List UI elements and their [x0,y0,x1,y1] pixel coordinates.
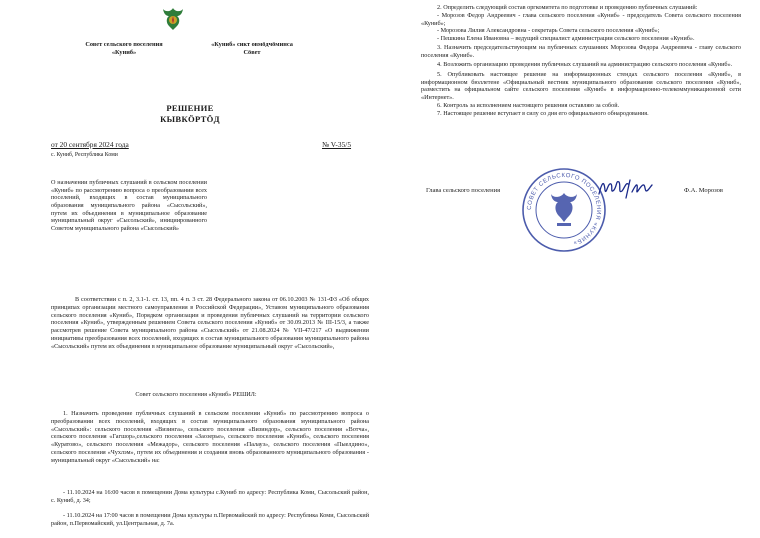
handwritten-signature-icon [596,176,654,200]
document-title-komi: КЫВКÖРТÖД [160,114,220,124]
committee-member: - Морозова Лилия Александровна - секретарь Совета сельского поселения «Куниб»; [437,27,660,35]
decision-place: с. Куниб, Республика Коми [51,152,118,158]
signatory-name: Ф.А. Морозов [684,187,723,194]
item-6-paragraph: 6. Контроль за исполнением настоящего решения оставляю за собой. [437,101,620,109]
komi-emblem-icon [161,6,185,32]
decision-subject: О назначении публичных слушаний в сельском поселении «Куниб» по рассмотрению вопроса о преобразовании всех поселений, входящих в состав муниципального образования муниципального района «Сысольский», путем их объединения в муниципальное образование муниципальный округ «Сысольский», инициированного Советом муниципального района «Сысольский» [51,179,207,232]
item-3-paragraph: 3. Назначить председательствующим на публичных слушаниях Морозова Федора Андреевича - главу сельского поселения «Куниб». [421,44,741,60]
resolved-heading: Совет сельского поселения «Куниб» РЕШИЛ: [135,391,257,398]
item-1-paragraph: 1. Назначить проведение публичных слушаний в сельском поселении «Куниб» по рассмотрению вопроса о преобразовании всех поселений, входящих в состав муниципального образования муниципального района «Сысольский»: сельского поселения «Визинга», сельского поселения «Визиндор», сельского поселения «Вотча», сельского поселения «Гагшор»,сельского поселения «Заозерье», сельского поселения «Куниб», сельского поселения «Куратово», сельского поселения «Межадор», сельского поселения «Палауз», сельского поселения «Пыелдино», сельского поселения «Чухлэм», путем их объединения и создания вновь образованного муниципального образования - муниципальный округ «Сысольский» на: [51,410,369,464]
signature-label: Глава сельского поселения [426,187,501,194]
document-title: РЕШЕНИЕ [166,103,214,113]
item-7-paragraph: 7. Настоящее решение вступает в силу со дня его официального обнародования. [437,109,649,117]
right-page [384,0,760,538]
council-name-russian: Совет сельского поселения «Куниб» [85,41,163,56]
council-name-komi: «Куниб» сикт овмöдчöминса Сöвет [211,41,293,56]
decision-items [421,4,741,117]
schedule-item: - 11.10.2024 на 16:00 часов в помещении Дома культуры с.Куниб по адресу: Республика Коми, Сысольский район, с. Куниб, д. 34; [51,489,369,504]
item-2-paragraph: 2. Определить следующий состав оргкомитета по подготовке и проведению публичных слушаний: [437,4,698,11]
committee-member: - Пешкина Елена Ивановна – ведущий специалист администрации сельского поселения «Куниб». [437,35,695,42]
svg-text:СОВЕТ СЕЛЬСКОГО ПОСЕЛЕНИЯ «КУН: СОВЕТ СЕЛЬСКОГО ПОСЕЛЕНИЯ «КУНИБ» [526,172,602,246]
official-stamp-icon [521,167,607,253]
decision-date: от 20 сентября 2024 года [51,140,129,149]
committee-member: - Морозов Федор Андреевич - глава сельского поселения «Куниб» - председатель Совета сельского поселения «Куниб»; [421,11,741,27]
item-5-paragraph: 5. Опубликовать настоящее решение на информационных стендах сельского поселения «Куниб», в информационном бюллетене «Официальный вестник муниципального образования сельского поселения «Куниб», разместить на официальном сайте сельского поселения «Куниб» в информационно-телекоммуникационной сети «Интернет». [421,70,741,102]
decision-number: № V-35/5 [322,140,352,149]
preamble-paragraph: В соответствии с п. 2, 3.1-1. ст. 13, пп. 4 п. 3 ст. 28 Федерального закона от 06.10.2003 № 131-ФЗ «Об общих принципах организации местного самоуправления в Российской Федерации», Уставом муниципального образования сельского поселения «Куниб», Порядком организации и проведения публичных слушаний на территории сельского поселения «Куниб», утвержденным решением Совета сельского поселения «Куниб» от 30.09.2013 № III-15/3, а также рассмотрев решение Совета муниципального района «Сысольский» от 21.08.2024 № VII-47/217 «О выдвижении инициативы преобразования всех поселений, входящих в состав муниципального образования муниципального района «Сысольский» путем их объединения в муниципальное образование муниципальный округ «Сысольский», [51,296,369,350]
item-4-paragraph: 4. Возложить организацию проведения публичных слушаний на администрацию сельского поселения «Куниб». [437,61,733,69]
schedule-item: - 11.10.2024 на 17:00 часов в помещении Дома культуры п.Первомайский по адресу: Республика Коми, Сысольский район, п.Первомайский, ул.Центральная, д. 7а. [51,512,369,527]
